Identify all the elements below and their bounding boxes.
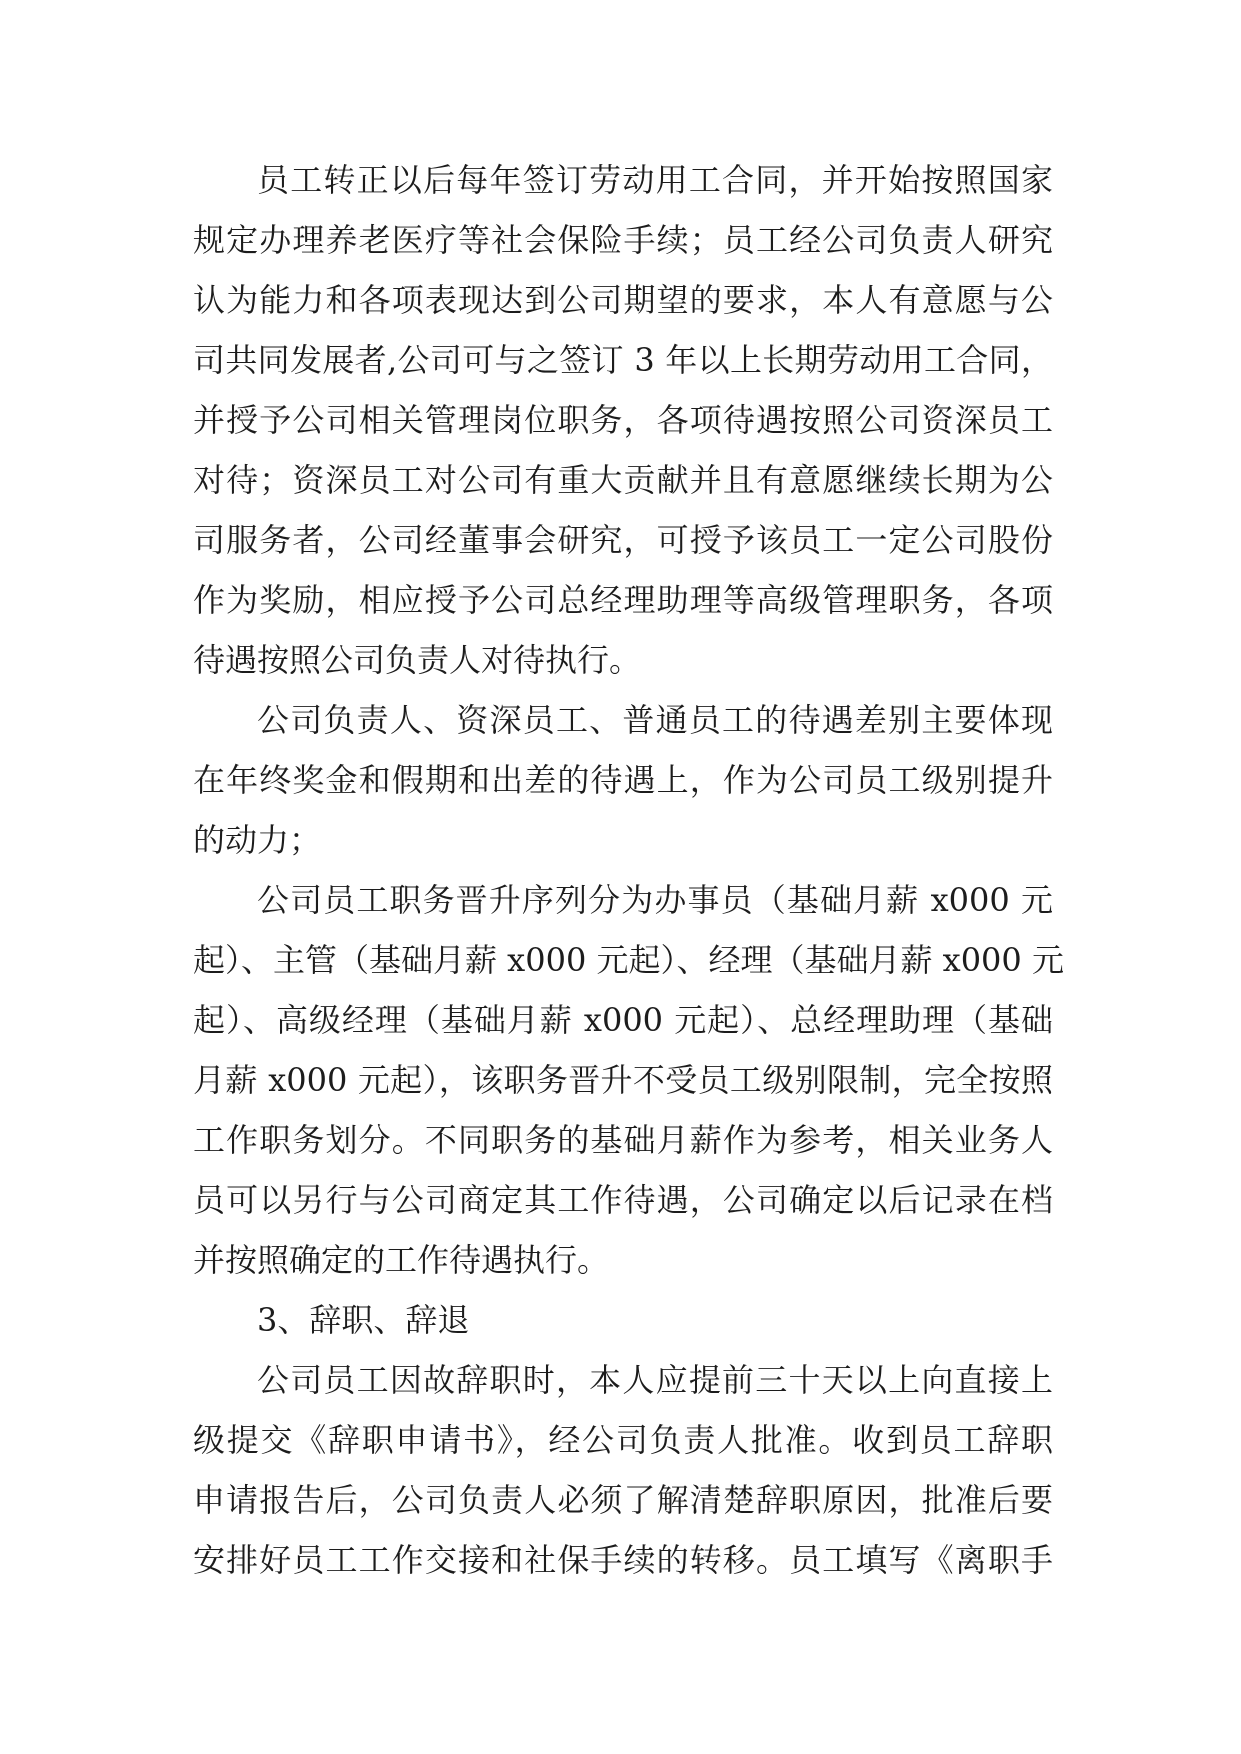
- text-line: 规定办理养老医疗等社会保险手续；员工经公司负责人研究: [193, 221, 1053, 259]
- text-line: 起）、高级经理（基础月薪 x000 元起）、总经理助理（基础: [193, 1001, 1053, 1039]
- text-line: 申请报告后，公司负责人必须了解清楚辞职原因，批准后要: [193, 1481, 1053, 1519]
- section-heading-text: 3、辞职、辞退: [257, 1301, 470, 1339]
- text-line: 公司员工职务晋升序列分为办事员（基础月薪 x000 元: [257, 881, 1053, 919]
- text-line: 司服务者，公司经董事会研究，可授予该员工一定公司股份: [193, 521, 1053, 559]
- text-line: 待遇按照公司负责人对待执行。: [193, 641, 642, 679]
- text-line: 公司员工因故辞职时，本人应提前三十天以上向直接上: [257, 1361, 1053, 1399]
- text-line: 月薪 x000 元起），该职务晋升不受员工级别限制，完全按照: [193, 1061, 1053, 1099]
- text-line: 起）、主管（基础月薪 x000 元起）、经理（基础月薪 x000 元: [193, 941, 1064, 979]
- text-line: 在年终奖金和假期和出差的待遇上，作为公司员工级别提升: [193, 761, 1053, 799]
- text-line: 司共同发展者,公司可与之签订 3 年以上长期劳动用工合同，: [193, 341, 1053, 379]
- text-line: 作为奖励，相应授予公司总经理助理等高级管理职务，各项: [193, 581, 1053, 619]
- text-line: 公司负责人、资深员工、普通员工的待遇差别主要体现: [257, 701, 1053, 739]
- text-line: 级提交《辞职申请书》，经公司负责人批准。收到员工辞职: [193, 1421, 1053, 1459]
- text-line: 并按照确定的工作待遇执行。: [193, 1241, 610, 1279]
- text-line: 员可以另行与公司商定其工作待遇，公司确定以后记录在档: [193, 1181, 1053, 1219]
- text-line: 的动力；: [193, 821, 322, 859]
- text-line: 安排好员工工作交接和社保手续的转移。员工填写《离职手: [193, 1541, 1053, 1579]
- text-line: 员工转正以后每年签订劳动用工合同，并开始按照国家: [257, 161, 1053, 199]
- text-line: 工作职务划分。不同职务的基础月薪作为参考，相关业务人: [193, 1121, 1053, 1159]
- text-line: 对待；资深员工对公司有重大贡献并且有意愿继续长期为公: [193, 461, 1053, 499]
- text-line: 并授予公司相关管理岗位职务，各项待遇按照公司资深员工: [193, 401, 1053, 439]
- text-line: 认为能力和各项表现达到公司期望的要求，本人有意愿与公: [193, 281, 1053, 319]
